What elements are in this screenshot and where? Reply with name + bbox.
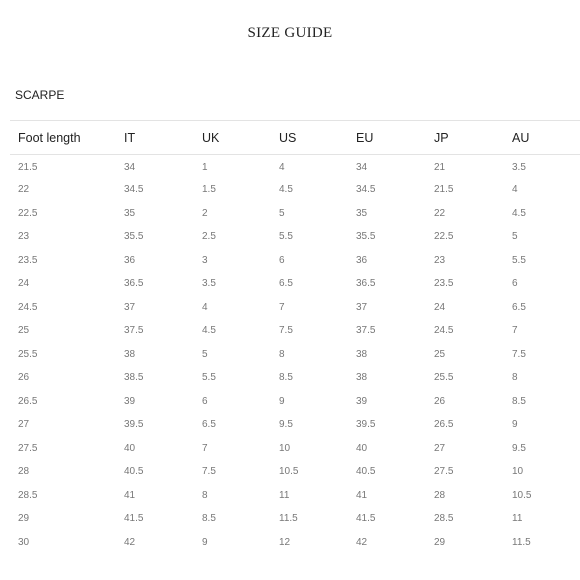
cell-au: 10.5 [512,489,532,501]
cell-eu: 36 [356,254,368,266]
cell-it: 35 [124,207,136,219]
cell-jp: 21 [434,161,446,173]
cell-au: 11.5 [512,536,531,548]
cell-jp: 26.5 [434,419,454,431]
cell-foot-length: 27 [18,419,30,431]
cell-foot-length: 25 [18,325,30,337]
cell-uk: 7 [202,442,208,454]
cell-eu: 34 [356,161,368,173]
table-row [10,296,580,320]
column-header-it: IT [116,121,194,155]
table-row [10,343,580,367]
column-header-eu: EU [348,121,426,155]
cell-au: 3.5 [512,161,526,173]
cell-it: 39 [124,395,136,407]
cell-it: 40.5 [124,466,144,478]
cell-uk: 5.5 [202,372,216,384]
cell-jp: 27 [434,442,446,454]
column-header-foot-length: Foot length [10,121,116,155]
cell-eu: 35.5 [356,231,376,243]
cell-uk: 8.5 [202,513,216,525]
cell-uk: 7.5 [202,466,216,478]
column-header-us: US [271,121,348,155]
cell-au: 9 [512,419,518,431]
cell-foot-length: 23.5 [18,254,38,266]
cell-jp: 26 [434,395,446,407]
cell-au: 5 [512,231,518,243]
table-row [10,460,580,484]
cell-au: 6.5 [512,301,526,313]
cell-it: 42 [124,536,136,548]
cell-it: 38 [124,348,136,360]
cell-us: 6.5 [279,278,293,290]
cell-foot-length: 28 [18,466,30,478]
cell-jp: 29 [434,536,446,548]
cell-foot-length: 28.5 [18,489,38,501]
cell-eu: 35 [356,207,368,219]
cell-au: 8.5 [512,395,526,407]
cell-us: 4 [279,161,285,173]
cell-eu: 39.5 [356,419,376,431]
cell-eu: 36.5 [356,278,376,290]
cell-it: 36.5 [124,278,144,290]
cell-foot-length: 23 [18,231,30,243]
cell-uk: 3 [202,254,208,266]
cell-foot-length: 27.5 [18,442,38,454]
cell-jp: 23.5 [434,278,454,290]
cell-au: 11 [512,513,523,525]
cell-foot-length: 22.5 [18,207,38,219]
cell-uk: 2 [202,207,208,219]
cell-foot-length: 29 [18,513,30,525]
cell-au: 8 [512,372,518,384]
cell-us: 8 [279,348,285,360]
cell-eu: 34.5 [356,184,376,196]
cell-uk: 4 [202,301,208,313]
table-row [10,202,580,226]
cell-us: 7 [279,301,285,313]
table-row [10,484,580,508]
cell-us: 4.5 [279,184,293,196]
table-row [10,225,580,249]
cell-jp: 23 [434,254,446,266]
cell-foot-length: 21.5 [18,161,38,173]
table-row [10,507,580,531]
cell-jp: 22.5 [434,231,454,243]
cell-foot-length: 24.5 [18,301,38,313]
table-row [10,531,580,555]
cell-foot-length: 25.5 [18,348,38,360]
cell-jp: 27.5 [434,466,454,478]
cell-eu: 39 [356,395,368,407]
cell-it: 39.5 [124,419,144,431]
table-row [10,437,580,461]
cell-it: 34.5 [124,184,144,196]
cell-eu: 38 [356,348,368,360]
cell-au: 6 [512,278,518,290]
cell-us: 11 [279,489,290,501]
column-header-uk: UK [194,121,271,155]
cell-jp: 28 [434,489,446,501]
cell-uk: 5 [202,348,208,360]
cell-it: 37 [124,301,136,313]
cell-us: 9 [279,395,285,407]
cell-au: 5.5 [512,254,526,266]
cell-au: 9.5 [512,442,526,454]
cell-eu: 41 [356,489,368,501]
table-row [10,178,580,202]
cell-eu: 40.5 [356,466,376,478]
cell-uk: 3.5 [202,278,216,290]
cell-eu: 41.5 [356,513,376,525]
cell-us: 5.5 [279,231,293,243]
table-row [10,319,580,343]
section-title: SCARPE [15,88,65,102]
page-title: SIZE GUIDE [247,25,333,41]
cell-it: 35.5 [124,231,144,243]
cell-us: 5 [279,207,285,219]
cell-us: 11.5 [279,513,298,525]
cell-uk: 4.5 [202,325,216,337]
cell-uk: 1 [202,161,208,173]
table-row [10,249,580,273]
size-table [10,120,580,554]
table-row [10,155,580,179]
cell-foot-length: 24 [18,278,30,290]
cell-it: 41.5 [124,513,144,525]
cell-us: 9.5 [279,419,293,431]
table-row [10,413,580,437]
cell-au: 7.5 [512,348,526,360]
cell-us: 8.5 [279,372,293,384]
cell-foot-length: 26 [18,372,30,384]
table-body [10,155,580,555]
cell-jp: 22 [434,207,446,219]
cell-jp: 25.5 [434,372,454,384]
cell-it: 41 [124,489,136,501]
cell-jp: 24 [434,301,446,313]
table-row [10,366,580,390]
cell-jp: 28.5 [434,513,454,525]
cell-foot-length: 22 [18,184,30,196]
cell-au: 7 [512,325,518,337]
cell-uk: 6 [202,395,208,407]
cell-eu: 37 [356,301,368,313]
cell-eu: 40 [356,442,368,454]
cell-foot-length: 26.5 [18,395,38,407]
cell-it: 34 [124,161,136,173]
cell-jp: 21.5 [434,184,454,196]
cell-foot-length: 30 [18,536,30,548]
cell-eu: 37.5 [356,325,376,337]
cell-uk: 6.5 [202,419,216,431]
cell-us: 7.5 [279,325,293,337]
cell-au: 4 [512,184,518,196]
cell-uk: 8 [202,489,208,501]
cell-uk: 9 [202,536,208,548]
header-row [10,121,580,155]
cell-eu: 42 [356,536,368,548]
cell-eu: 38 [356,372,368,384]
cell-it: 36 [124,254,136,266]
cell-au: 10 [512,466,524,478]
cell-it: 38.5 [124,372,144,384]
cell-jp: 25 [434,348,446,360]
cell-us: 12 [279,536,291,548]
cell-uk: 1.5 [202,184,216,196]
cell-it: 37.5 [124,325,144,337]
cell-jp: 24.5 [434,325,454,337]
column-header-jp: JP [426,121,504,155]
table-row [10,390,580,414]
cell-us: 6 [279,254,285,266]
cell-us: 10 [279,442,291,454]
column-header-au: AU [504,121,580,155]
cell-it: 40 [124,442,136,454]
cell-uk: 2.5 [202,231,216,243]
table-header [10,121,580,155]
cell-au: 4.5 [512,207,526,219]
table-row [10,272,580,296]
cell-us: 10.5 [279,466,299,478]
